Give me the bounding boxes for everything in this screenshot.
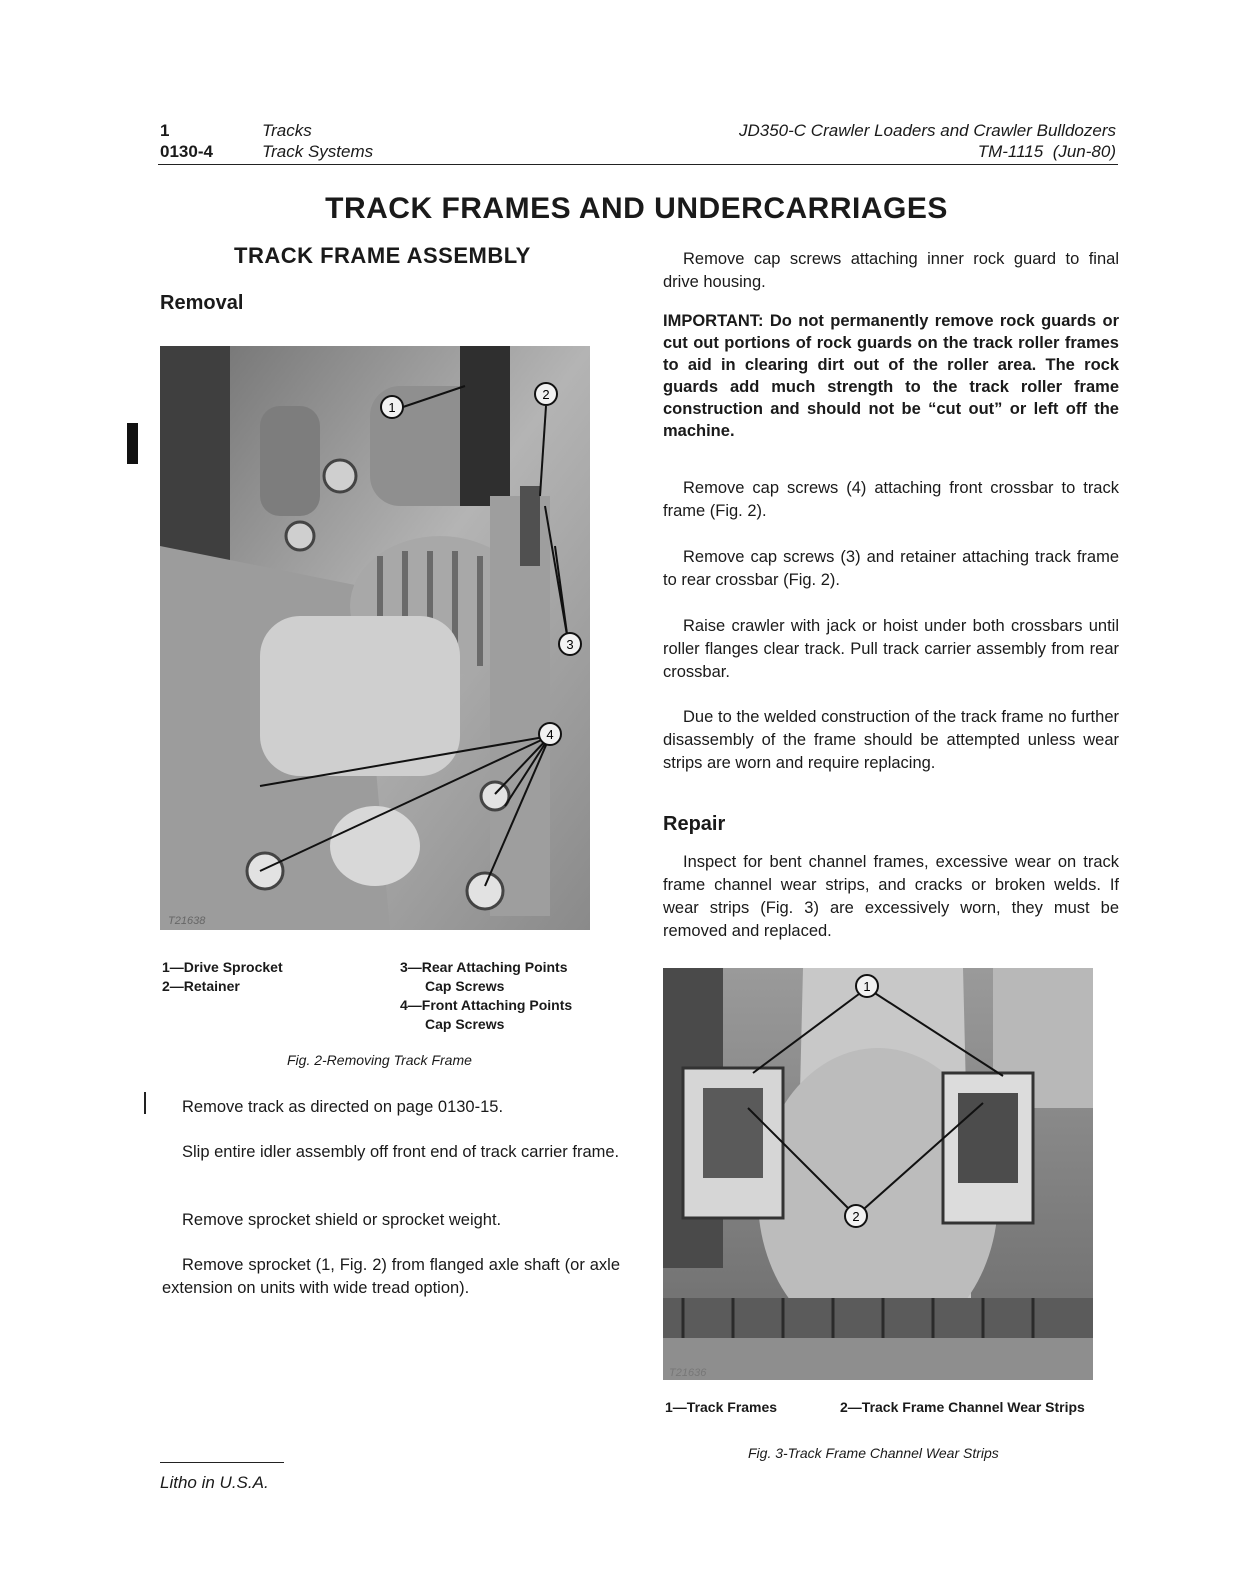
left-paragraph-1: Remove track as directed on page 0130-15. [182, 1098, 504, 1116]
fig2-legend-col1 [162, 958, 283, 996]
right-paragraph-2: Remove cap screws (3) and retainer attaching track frame to rear crossbar (Fig. 2). [663, 548, 1119, 589]
litho-note: Litho in U.S.A. [160, 1473, 269, 1492]
manual-date: (Jun-80) [1052, 142, 1116, 161]
footer-rule [160, 1462, 284, 1463]
right-paragraph-1: Remove cap screws (4) attaching front crossbar to track frame (Fig. 2). [663, 479, 1119, 520]
svg-text:3: 3 [566, 637, 574, 652]
fig3-callout-2 [845, 1205, 867, 1227]
svg-text:2: 2 [852, 1209, 860, 1224]
section-number: 1 [160, 121, 170, 140]
manual-title: JD350-C Crawler Loaders and Crawler Bulldozers [739, 121, 1116, 140]
right-paragraph-intro: Remove cap screws attaching inner rock guard to final drive housing. [663, 250, 1119, 291]
left-paragraph-4: Remove sprocket (1, Fig. 2) from flanged axle shaft (or axle extension on units with wide tread option). [162, 1256, 620, 1297]
svg-text:4: 4 [546, 727, 554, 742]
figure2-photo [160, 346, 590, 930]
right-paragraph-3: Raise crawler with jack or hoist under both crossbars until roller flanges clear track. Pull track carrier assembly from rear crossbar. [663, 617, 1119, 681]
page-number: 0130-4 [160, 142, 213, 161]
fig2-caption: Fig. 2-Removing Track Frame [287, 1052, 472, 1068]
fig2-legend-item: 3—Rear Attaching Points [400, 959, 568, 975]
fig2-photo-code: T21638 [168, 915, 206, 927]
manual-code-date [978, 141, 1116, 162]
fig2-legend-item: 2—Retainer [162, 978, 240, 994]
header-rule [158, 164, 1118, 165]
fig3-callout-1 [856, 975, 878, 997]
manual-code: TM-1115 [977, 142, 1044, 161]
svg-text:1: 1 [863, 979, 871, 994]
figure3-photo [663, 968, 1093, 1380]
svg-text:1: 1 [388, 400, 396, 415]
right-paragraph-4: Due to the welded construction of the track frame no further disassembly of the frame should be attempted unless wear strips are worn and require replacing. [663, 708, 1119, 772]
repair-paragraph: Inspect for bent channel frames, excessive wear on track frame channel wear strips, and cracks or broken welds. If wear strips (Fig. 3) are excessively worn, they must be removed and replaced. [663, 853, 1119, 940]
fig2-legend-item: Cap Screws [425, 1016, 505, 1032]
fig2-legend-col2 [400, 958, 572, 1034]
fig3-photo-code: T21636 [669, 1367, 707, 1379]
change-bar-thick [127, 423, 138, 464]
fig3-legend-1: 1—Track Frames [665, 1399, 778, 1415]
fig3-caption: Fig. 3-Track Frame Channel Wear Strips [748, 1445, 999, 1461]
fig2-legend-item: Cap Screws [425, 978, 505, 994]
removal-heading: Removal [160, 292, 244, 314]
fig2-callout-4 [539, 723, 561, 745]
subsection-title: TRACK FRAME ASSEMBLY [234, 243, 531, 268]
important-note: IMPORTANT: Do not permanently remove rock guards or cut out portions of rock guards on the track roller frames to aid in clearing dirt out of the roller area. The rock guards add much strength to the track roller frame construction and should not be “cut out” or left off the machine. [663, 312, 1119, 440]
fig2-legend-item: 1—Drive Sprocket [162, 959, 283, 975]
section-title: Tracks [262, 121, 312, 140]
svg-text:2: 2 [542, 387, 550, 402]
group-title: Track Systems [262, 142, 374, 161]
fig2-legend-item: 4—Front Attaching Points [400, 997, 573, 1013]
fig3-legend-2: 2—Track Frame Channel Wear Strips [840, 1399, 1085, 1415]
fig2-callout-1 [381, 396, 403, 418]
change-bar-thin [144, 1092, 146, 1114]
page-title: TRACK FRAMES AND UNDERCARRIAGES [325, 192, 948, 225]
repair-heading: Repair [663, 813, 726, 835]
left-paragraph-2: Slip entire idler assembly off front end of track carrier frame. [182, 1143, 620, 1161]
fig2-callout-3 [559, 633, 581, 655]
left-paragraph-3: Remove sprocket shield or sprocket weight. [182, 1211, 502, 1229]
fig2-callout-2 [535, 383, 557, 405]
